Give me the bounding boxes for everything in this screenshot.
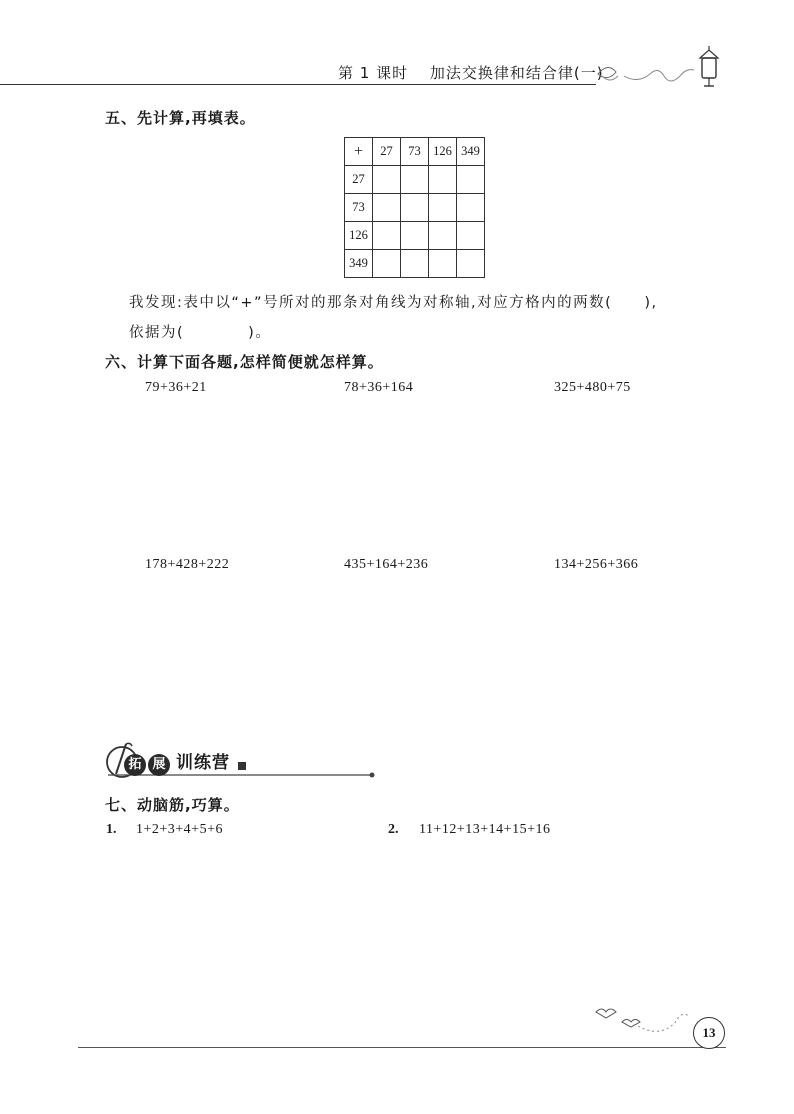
table-answer-cell[interactable] bbox=[373, 222, 401, 250]
table-answer-cell[interactable] bbox=[373, 250, 401, 278]
birds-decoration-icon bbox=[592, 998, 696, 1038]
table-answer-cell[interactable] bbox=[457, 194, 485, 222]
table-answer-cell[interactable] bbox=[373, 194, 401, 222]
expression: 325+480+75 bbox=[554, 380, 631, 395]
table-answer-cell[interactable] bbox=[457, 166, 485, 194]
banner-label: 训练营 bbox=[176, 753, 230, 773]
table-answer-cell[interactable] bbox=[373, 166, 401, 194]
table-col-header: 126 bbox=[429, 138, 457, 166]
table-answer-cell[interactable] bbox=[429, 222, 457, 250]
table-col-header: 349 bbox=[457, 138, 485, 166]
table-answer-cell[interactable] bbox=[401, 250, 429, 278]
discovery-line-1: 我发现:表中以“+”号所对的那条对角线为对称轴,对应方格内的两数( ), bbox=[129, 295, 658, 311]
addition-table bbox=[344, 137, 485, 278]
lesson-title: 第 1 课时 加法交换律和结合律(一) bbox=[338, 64, 604, 82]
expression: 435+164+236 bbox=[344, 557, 429, 572]
banner-badge-tuo: 拓 bbox=[124, 754, 146, 776]
section-5-title: 五、先计算,再填表。 bbox=[105, 109, 256, 127]
expression: 79+36+21 bbox=[145, 380, 207, 395]
banner-badge-zhan: 展 bbox=[148, 754, 170, 776]
table-row-header: 73 bbox=[345, 194, 373, 222]
table-answer-cell[interactable] bbox=[457, 250, 485, 278]
expression: 134+256+366 bbox=[554, 557, 639, 572]
expression: 178+428+222 bbox=[145, 557, 230, 572]
item-number: 2. bbox=[388, 822, 399, 837]
table-row bbox=[345, 250, 485, 278]
table-answer-cell[interactable] bbox=[457, 222, 485, 250]
expression: 1+2+3+4+5+6 bbox=[136, 822, 223, 837]
table-answer-cell[interactable] bbox=[401, 194, 429, 222]
item-number: 1. bbox=[106, 822, 117, 837]
footer-rule bbox=[78, 1047, 726, 1048]
expression: 78+36+164 bbox=[344, 380, 414, 395]
table-row bbox=[345, 166, 485, 194]
section-7-title: 七、动脑筋,巧算。 bbox=[105, 796, 240, 814]
header-rule bbox=[0, 84, 596, 85]
table-answer-cell[interactable] bbox=[429, 166, 457, 194]
table-row bbox=[345, 138, 485, 166]
section-6-title: 六、计算下面各题,怎样简便就怎样算。 bbox=[105, 353, 384, 371]
table-row-header: 27 bbox=[345, 166, 373, 194]
table-answer-cell[interactable] bbox=[429, 194, 457, 222]
table-col-header: 73 bbox=[401, 138, 429, 166]
table-row bbox=[345, 222, 485, 250]
table-row bbox=[345, 194, 485, 222]
table-corner-plus: + bbox=[345, 138, 373, 166]
banner-title bbox=[124, 748, 246, 776]
page-number: 13 bbox=[693, 1017, 725, 1049]
table-answer-cell[interactable] bbox=[401, 166, 429, 194]
table-row-header: 349 bbox=[345, 250, 373, 278]
banner-square-icon bbox=[238, 762, 246, 770]
table-answer-cell[interactable] bbox=[429, 250, 457, 278]
discovery-line-2: 依据为( )。 bbox=[129, 325, 272, 341]
table-col-header: 27 bbox=[373, 138, 401, 166]
expression: 11+12+13+14+15+16 bbox=[419, 822, 551, 837]
butterfly-lantern-decoration-icon bbox=[588, 40, 728, 90]
table-answer-cell[interactable] bbox=[401, 222, 429, 250]
table-row-header: 126 bbox=[345, 222, 373, 250]
